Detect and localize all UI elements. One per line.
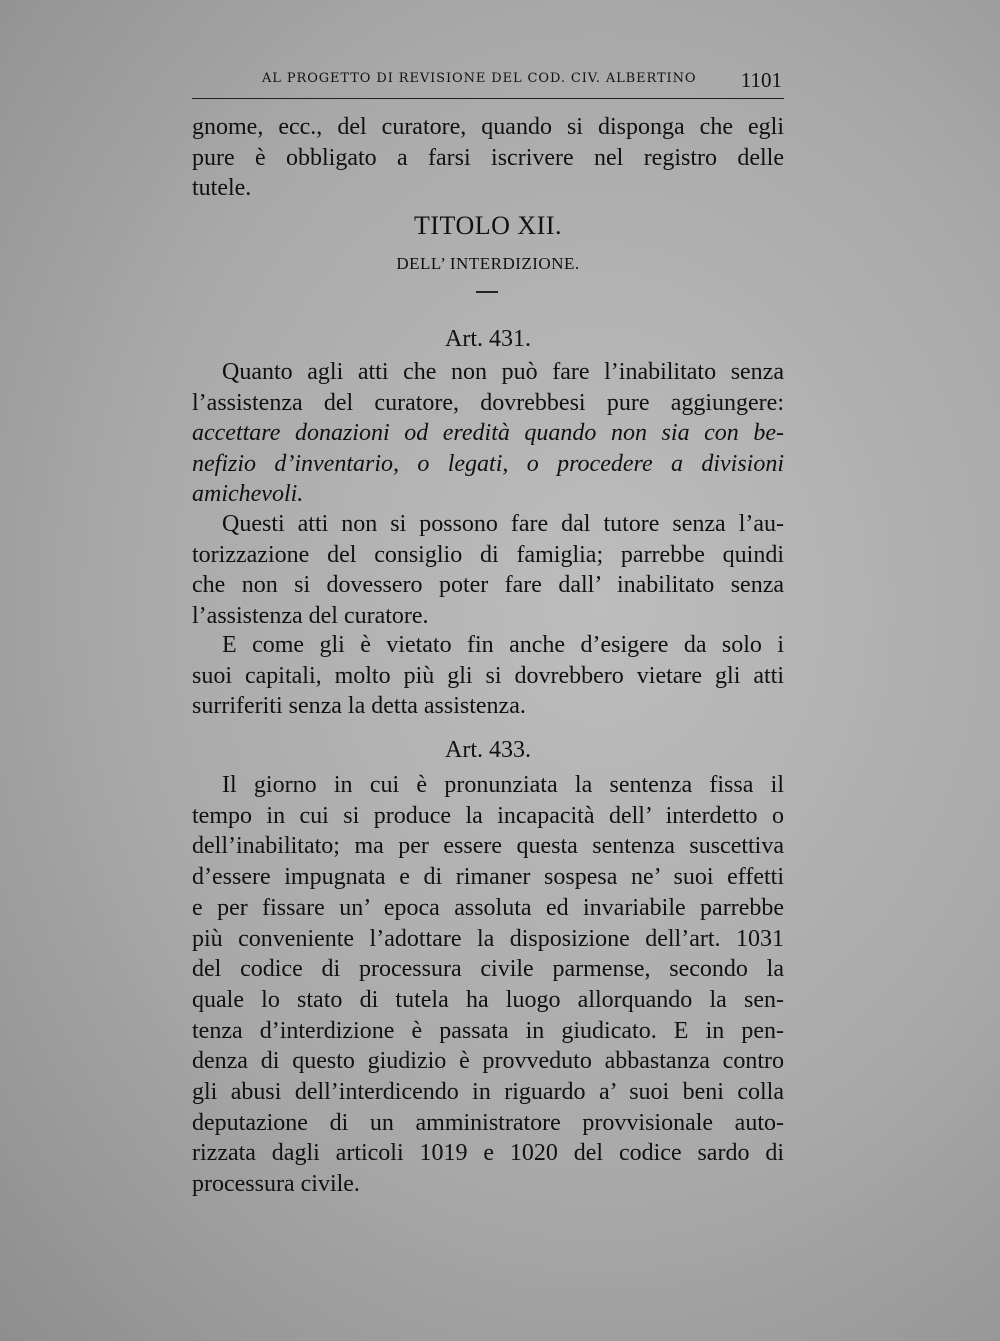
running-header — [192, 68, 784, 99]
text-line: Questi atti non si possono fare dal tutore senza l’au- — [222, 511, 784, 537]
article-431-paragraph-3 — [192, 630, 784, 722]
text-line: accettare donazioni od eredità quando non sia con be- — [192, 420, 784, 446]
section-divider — [476, 291, 498, 293]
text-line: tutele. — [192, 175, 252, 202]
article-431-paragraph-2 — [192, 509, 784, 632]
text-line: più conveniente l’adottare la disposizione dell’art. 1031 — [192, 925, 784, 952]
text-line: d’essere impugnata e di rimaner sospesa ne’ suoi effetti — [192, 864, 784, 891]
text-line: suoi capitali, molto più gli si dovrebbero vietare gli atti — [192, 662, 784, 689]
text-line: rizzata dagli articoli 1019 e 1020 del codice sardo di — [192, 1140, 784, 1167]
text-line: l’assistenza del curatore. — [192, 603, 429, 630]
continued-paragraph — [192, 112, 784, 204]
text-line: tempo in cui si produce la incapacità dell’ interdetto o — [192, 802, 784, 829]
section-subtitle: DELL’ INTERDIZIONE. — [396, 254, 580, 273]
text-line: processura civile. — [192, 1171, 360, 1198]
article-431-italic-paragraph — [192, 418, 784, 510]
text-line: Quanto agli atti che non può fare l’inabilitato senza — [222, 359, 784, 385]
text-line: del codice di processura civile parmense, secondo la — [192, 956, 784, 983]
page-number: 1101 — [740, 68, 782, 92]
text-line: gli abusi dell’interdicendo in riguardo a’ suoi beni colla — [192, 1079, 784, 1106]
section-title: TITOLO XII. — [414, 211, 562, 240]
text-line: pure è obbligato a farsi iscrivere nel registro delle — [192, 144, 784, 171]
text-line: nefizio d’inventario, o legati, o procedere a divisioni — [192, 450, 784, 477]
text-line: torizzazione del consiglio di famiglia; parrebbe quindi — [192, 541, 784, 568]
text-line: gnome, ecc., del curatore, quando si disponga che egli — [192, 114, 784, 140]
text-line: Il giorno in cui è pronunziata la sentenza fissa il — [222, 772, 784, 798]
article-heading-433: Art. 433. — [445, 737, 531, 763]
text-line: E come gli è vietato fin anche d’esigere da solo i — [222, 632, 784, 658]
text-line: denza di questo giudizio è provveduto abbastanza contro — [192, 1048, 784, 1075]
text-line: e per fissare un’ epoca assoluta ed invariabile parrebbe — [192, 894, 784, 921]
text-line: che non si dovessero poter fare dall’ inabilitato senza — [192, 572, 784, 599]
article-431-paragraph-1 — [192, 357, 784, 418]
text-line: quale lo stato di tutela ha luogo allorquando la sen- — [192, 986, 784, 1013]
running-title: AL PROGETTO DI REVISIONE DEL COD. CIV. ALBERTINO — [262, 71, 697, 86]
text-line: l’assistenza del curatore, dovrebbesi pure aggiungere: — [192, 389, 784, 416]
text-line: surriferiti senza la detta assistenza. — [192, 693, 526, 720]
article-433-paragraph — [192, 770, 784, 1200]
text-line: amichevoli. — [192, 481, 304, 508]
article-heading-431: Art. 431. — [445, 326, 531, 352]
text-line: tenza d’interdizione è passata in giudicato. E in pen- — [192, 1017, 784, 1044]
text-line: dell’inabilitato; ma per essere questa sentenza suscettiva — [192, 833, 784, 860]
text-line: deputazione di un amministratore provvisionale auto- — [192, 1109, 784, 1136]
